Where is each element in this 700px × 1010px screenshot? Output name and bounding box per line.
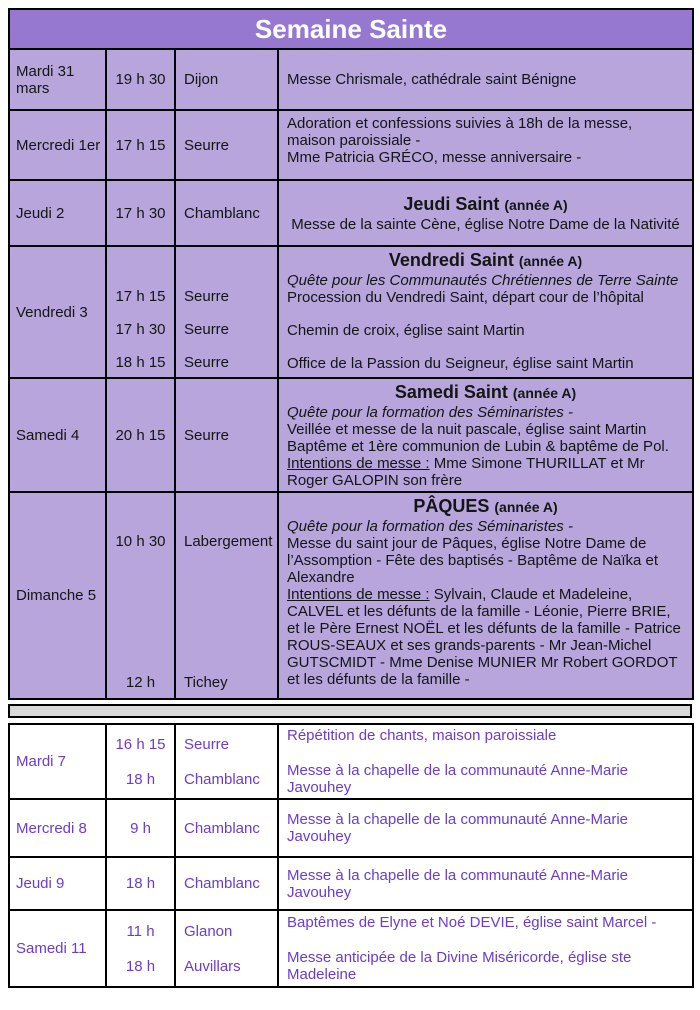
description-line: Messe de la sainte Cène, église Notre Dame de la Nativité	[291, 216, 680, 233]
table-header-row	[9, 9, 693, 49]
section-title-main: Vendredi Saint	[388, 250, 514, 270]
place-cell	[175, 492, 278, 699]
table-row	[9, 110, 693, 180]
collection-note: Quête pour la formation des Séminaristes -	[287, 518, 573, 535]
description-cell	[278, 110, 693, 180]
place-entry: Seurre	[184, 354, 230, 371]
table-row	[9, 49, 693, 110]
time-cell: 19 h 30	[106, 49, 175, 110]
time-entry: 17 h 15	[115, 288, 166, 305]
collection-note: Quête pour les Communautés Chrétiennes de Terre Sainte	[287, 272, 679, 289]
description-cell: Messe à la chapelle de la communauté Anne-Marie Javouhey	[278, 799, 693, 857]
day-cell: Samedi 4	[9, 378, 106, 492]
section-title-suffix: (année A)	[494, 499, 558, 515]
day-cell: Mercredi 8	[9, 799, 106, 857]
time-cell: 9 h	[106, 799, 175, 857]
description-line: Répétition de chants, maison paroissiale	[287, 727, 557, 744]
day-cell: Samedi 11	[9, 910, 106, 987]
intentions-text: Sylvain, Claude et Madeleine, CALVEL et les défunts de la famille - Léonie, Pierre BRIE, et le Père Ernest NOËL et les défunts de la famille - Patrice ROUS-SEAUX et ses grands-parents - Mr Jean-Michel GUTSCMIDT - Mme Denise MUNIER Mr Robert GORDOT et les défunts de la famille -	[287, 586, 681, 688]
description-cell: Messe Chrismale, cathédrale saint Bénigne	[278, 49, 693, 110]
day-cell: Vendredi 3	[9, 246, 106, 378]
day-cell: Mardi 31 mars	[9, 49, 106, 110]
table-row	[9, 910, 693, 987]
easter-week-table	[8, 723, 694, 988]
place-entry: Glanon	[184, 922, 233, 940]
time-entry: 18 h	[125, 770, 156, 788]
day-cell: Jeudi 9	[9, 857, 106, 910]
day-cell: Jeudi 2	[9, 180, 106, 246]
intentions	[287, 586, 684, 688]
time-cell	[106, 724, 175, 799]
time-entry: 16 h 15	[115, 735, 166, 753]
place-cell	[175, 724, 278, 799]
place-entry: Auvillars	[184, 957, 241, 975]
place-cell	[175, 910, 278, 987]
description-line: Messe du saint jour de Pâques, église Notre Dame de l’Assomption - Fête des baptisés - Baptême de Naïka et Alexandre	[287, 535, 659, 586]
time-cell: 17 h 30	[106, 180, 175, 246]
description-line: Procession du Vendredi Saint, départ cour de l’hôpital	[287, 289, 644, 306]
description-line: Adoration et confessions suivies à 18h de la messe, maison paroissiale -	[287, 115, 633, 149]
description-cell	[278, 724, 693, 799]
place-cell: Chamblanc	[175, 799, 278, 857]
time-cell: 18 h	[106, 857, 175, 910]
place-cell: Chamblanc	[175, 857, 278, 910]
description-line: Baptême et 1ère communion de Lubin & baptême de Pol.	[287, 438, 669, 455]
day-cell: Mardi 7	[9, 724, 106, 799]
section-title-main: Jeudi Saint	[403, 194, 500, 214]
table-row	[9, 799, 693, 857]
table-row	[9, 724, 693, 799]
description-line: Chemin de croix, église saint Martin	[287, 322, 525, 339]
description-cell	[278, 180, 693, 246]
place-cell: Seurre	[175, 110, 278, 180]
time-entry: 18 h	[125, 957, 156, 975]
place-entry: Tichey	[184, 674, 228, 691]
time-entry: 17 h 30	[115, 321, 166, 338]
description-cell	[278, 910, 693, 987]
place-entry: Labergement	[184, 533, 273, 550]
description-line: Office de la Passion du Seigneur, église saint Martin	[287, 355, 634, 372]
section-title-main: PÂQUES	[413, 496, 490, 516]
place-cell	[175, 246, 278, 378]
description-line: Baptêmes de Elyne et Noé DEVIE, église saint Marcel -	[287, 914, 657, 931]
place-entry: Seurre	[184, 321, 230, 338]
time-entry: 18 h 15	[115, 354, 166, 371]
section-title-main: Samedi Saint	[394, 382, 508, 402]
table-row	[9, 857, 693, 910]
time-cell: 17 h 15	[106, 110, 175, 180]
section-title	[287, 495, 684, 518]
page-title: Semaine Sainte	[9, 9, 693, 49]
table-row	[9, 180, 693, 246]
section-title	[287, 249, 684, 272]
description-line: Messe à la chapelle de la communauté Anne-Marie Javouhey	[287, 762, 629, 796]
intentions-label: Intentions de messe :	[287, 586, 430, 603]
time-cell	[106, 910, 175, 987]
section-title	[287, 193, 684, 216]
table-row	[9, 246, 693, 378]
description-line: Mme Patricia GRÉCO, messe anniversaire -	[287, 149, 582, 166]
time-entry: 12 h	[125, 674, 156, 691]
section-title-suffix: (année A)	[504, 197, 568, 213]
time-cell	[106, 492, 175, 699]
place-cell: Dijon	[175, 49, 278, 110]
time-entry: 11 h	[126, 922, 155, 940]
intentions-text: Mme Simone THURILLAT et Mr Roger GALOPIN son frère	[287, 455, 645, 489]
table-row	[9, 492, 693, 699]
time-entry: 10 h 30	[115, 533, 166, 550]
description-cell	[278, 246, 693, 378]
time-cell	[106, 246, 175, 378]
section-title-suffix: (année A)	[518, 253, 583, 269]
separator-bar	[8, 704, 692, 718]
description-line: Messe anticipée de la Divine Miséricorde, église ste Madeleine	[287, 949, 632, 983]
holy-week-table	[8, 8, 694, 700]
intentions-label: Intentions de messe :	[287, 455, 430, 472]
description-cell	[278, 378, 693, 492]
collection-note: Quête pour la formation des Séminaristes -	[287, 404, 573, 421]
place-cell: Chamblanc	[175, 180, 278, 246]
section-title	[287, 381, 684, 404]
place-entry: Seurre	[184, 288, 230, 305]
day-cell: Dimanche 5	[9, 492, 106, 699]
intentions	[287, 455, 684, 489]
table-row	[9, 378, 693, 492]
time-cell: 20 h 15	[106, 378, 175, 492]
description-cell: Messe à la chapelle de la communauté Anne-Marie Javouhey	[278, 857, 693, 910]
place-entry: Seurre	[184, 735, 230, 753]
description-line: Veillée et messe de la nuit pascale, église saint Martin	[287, 421, 647, 438]
place-cell: Seurre	[175, 378, 278, 492]
description-cell	[278, 492, 693, 699]
place-entry: Chamblanc	[184, 770, 260, 788]
section-title-suffix: (année A)	[512, 385, 577, 401]
day-cell: Mercredi 1er	[9, 110, 106, 180]
